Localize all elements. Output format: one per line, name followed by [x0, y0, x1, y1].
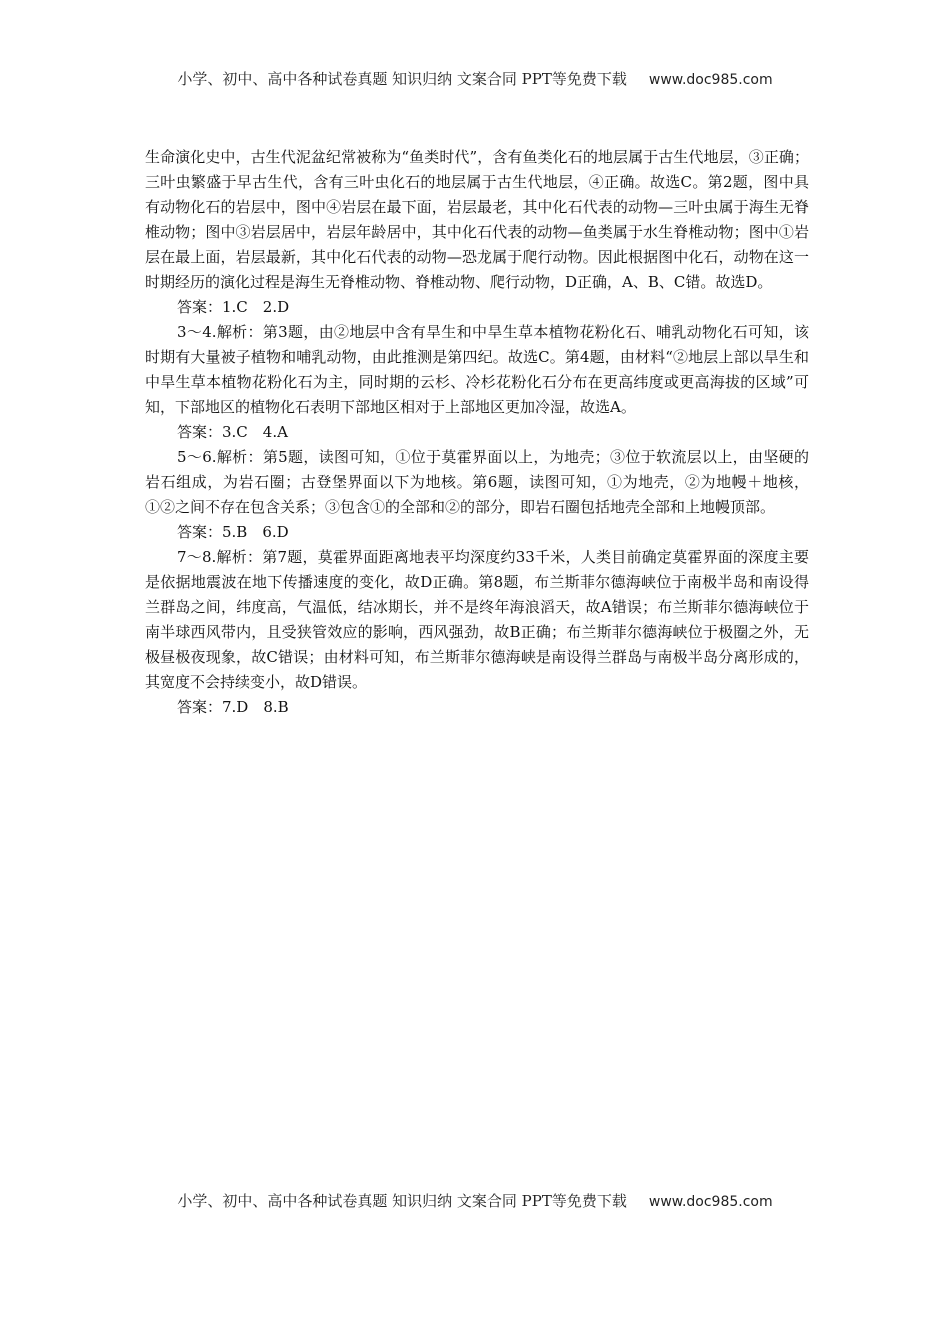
footer-url-link[interactable]: www.doc985.com: [648, 1194, 773, 1210]
explanation-paragraph-7-8: 7～8.解析：第7题，莫霍界面距离地表平均深度约33千米，人类目前确定莫霍界面的深度主要是依据地震波在地下传播速度的变化，故D正确。第8题，布兰斯菲尔德海峡位于南极半岛和南设得兰群岛之间，纬度高，气温低，结冰期长，并不是终年海浪滔天，故A错误；布兰斯菲尔德海峡位于南半球西风带内，且受狭管效应的影响，西风强劲，故B正确；布兰斯菲尔德海峡位于极圈之外，无极昼极夜现象，故C错误；由材料可知，布兰斯菲尔德海峡是南设得兰群岛与南极半岛分离形成的，其宽度不会持续变小，故D错误。: [145, 548, 809, 691]
page-footer: [0, 1190, 950, 1211]
answer-line-1-2: 答案：1.C 2.D: [177, 298, 290, 316]
explanation-paragraph-3-4: 3～4.解析：第3题，由②地层中含有旱生和中旱生草本植物花粉化石、哺乳动物化石可知，该时期有大量被子植物和哺乳动物，由此推测是第四纪。故选C。第4题，由材料“②地层上部以旱生和中旱生草本植物花粉化石为主，同时期的云杉、冷杉花粉化石分布在更高纬度或更高海拔的区域”可知，下部地区的植物化石表明下部地区相对于上部地区更加冷湿，故选A。: [145, 323, 809, 416]
header-url-link[interactable]: www.doc985.com: [648, 72, 773, 88]
page-header: [0, 68, 950, 89]
answer-line-3-4: 答案：3.C 4.A: [177, 423, 288, 441]
explanation-paragraph-5-6: 5～6.解析：第5题，读图可知，①位于莫霍界面以上，为地壳；③位于软流层以上，由坚硬的岩石组成，为岩石圈；古登堡界面以下为地核。第6题，读图可知，①为地壳，②为地幔＋地核，①②之间不存在包含关系；③包含①的全部和②的部分，即岩石圈包括地壳全部和上地幔顶部。: [145, 448, 809, 516]
document-body: [145, 145, 809, 720]
answer-line-7-8: 答案：7.D 8.B: [177, 698, 289, 716]
answer-line-5-6: 答案：5.B 6.D: [177, 523, 289, 541]
footer-text: 小学、初中、高中各种试卷真题 知识归纳 文案合同 PPT等免费下载: [177, 1192, 627, 1210]
header-text: 小学、初中、高中各种试卷真题 知识归纳 文案合同 PPT等免费下载: [177, 70, 627, 88]
explanation-paragraph-1-2: 生命演化史中，古生代泥盆纪常被称为“鱼类时代”，含有鱼类化石的地层属于古生代地层，③正确；三叶虫繁盛于早古生代，含有三叶虫化石的地层属于古生代地层，④正确。故选C。第2题，图中具有动物化石的岩层中，图中④岩层在最下面，岩层最老，其中化石代表的动物—三叶虫属于海生无脊椎动物；图中③岩层居中，岩层年龄居中，其中化石代表的动物—鱼类属于水生脊椎动物；图中①岩层在最上面，岩层最新，其中化石代表的动物—恐龙属于爬行动物。因此根据图中化石，动物在这一时期经历的演化过程是海生无脊椎动物、脊椎动物、爬行动物，D正确，A、B、C错。故选D。: [145, 148, 809, 291]
